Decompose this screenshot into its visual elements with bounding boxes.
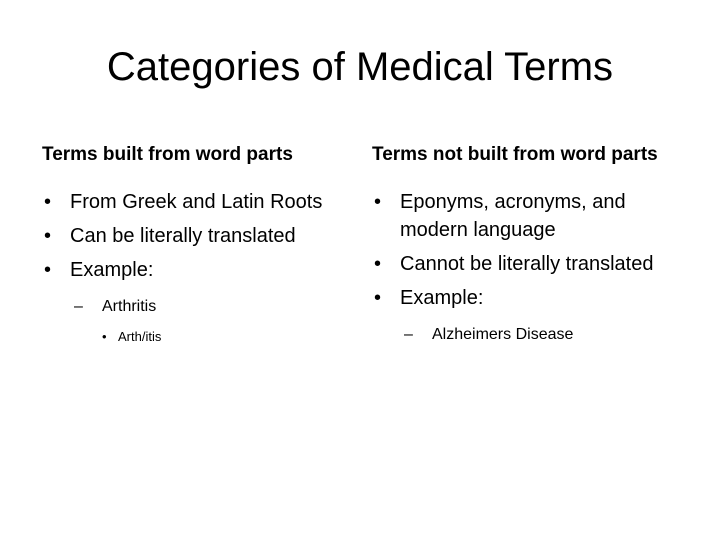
list-item bbox=[42, 188, 362, 216]
list-item-text: Can be literally translated bbox=[70, 225, 296, 247]
bullet-icon: • bbox=[44, 259, 52, 281]
dash-icon: – bbox=[74, 298, 83, 315]
list-item bbox=[42, 256, 362, 284]
left-column bbox=[42, 142, 362, 346]
left-column-body bbox=[42, 188, 362, 346]
bullet-icon: • bbox=[374, 287, 382, 309]
list-item bbox=[42, 222, 362, 250]
right-column-body bbox=[372, 188, 672, 346]
sub-sub-list-item bbox=[42, 328, 362, 346]
list-item-text: From Greek and Latin Roots bbox=[70, 191, 323, 213]
list-item bbox=[372, 188, 672, 244]
list-item-text: Eponyms, acronyms, and modern language bbox=[400, 191, 626, 241]
sub-list-item-text: Arthritis bbox=[102, 298, 157, 315]
bullet-icon: • bbox=[44, 191, 52, 213]
sub-list-item bbox=[42, 296, 362, 318]
left-column-heading: Terms built from word parts bbox=[42, 144, 293, 165]
bullet-icon: • bbox=[374, 191, 382, 213]
sub-list-item bbox=[372, 324, 672, 346]
sub-sub-list-item-text: Arth/itis bbox=[118, 329, 162, 344]
list-item bbox=[372, 250, 672, 278]
list-item-text: Example: bbox=[70, 259, 154, 281]
sub-list-item-text: Alzheimers Disease bbox=[432, 326, 574, 343]
right-column-heading: Terms not built from word parts bbox=[372, 144, 658, 165]
bullet-icon: • bbox=[44, 225, 52, 247]
bullet-icon: • bbox=[102, 329, 107, 344]
list-item-text: Cannot be literally translated bbox=[400, 253, 654, 275]
bullet-icon: • bbox=[374, 253, 382, 275]
list-item-text: Example: bbox=[400, 287, 484, 309]
slide-title: Categories of Medical Terms bbox=[106, 45, 614, 89]
list-item bbox=[372, 284, 672, 312]
dash-icon: – bbox=[404, 326, 413, 343]
right-column bbox=[372, 142, 672, 352]
